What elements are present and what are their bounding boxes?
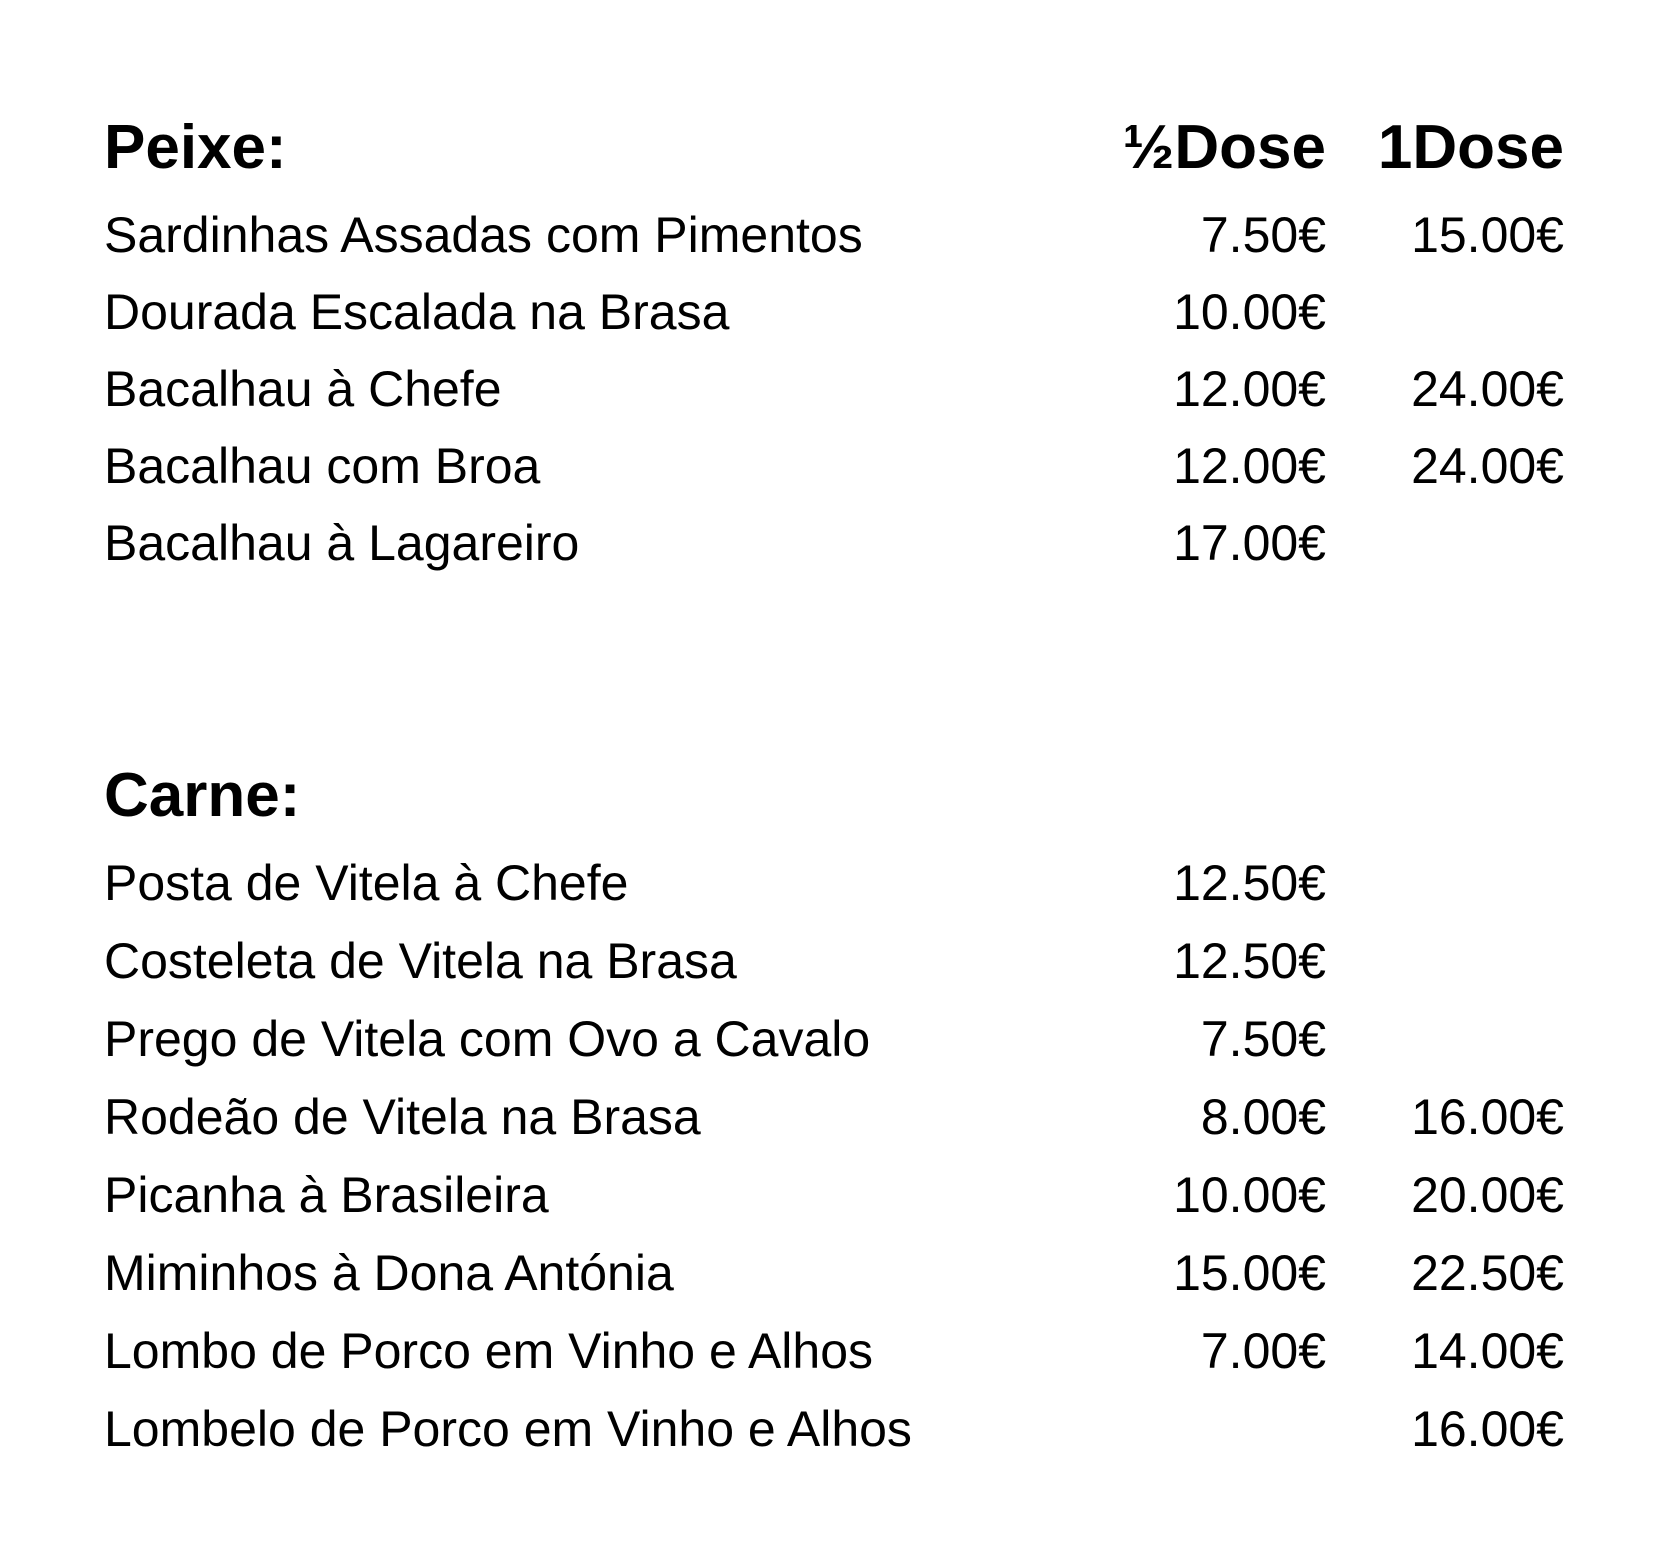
- half-dose-price: 12.00€: [1173, 438, 1326, 494]
- full-dose-price: 24.00€: [1411, 438, 1564, 494]
- full-dose-price: 15.00€: [1411, 207, 1564, 263]
- menu-item: [104, 272, 1564, 352]
- half-dose-price: 12.00€: [1173, 361, 1326, 417]
- full-dose-price: 14.00€: [1411, 1323, 1564, 1379]
- section-title: Peixe:: [104, 113, 287, 182]
- menu-item: [104, 1233, 1564, 1313]
- menu-item: [104, 999, 1564, 1079]
- dish-name: Miminhos à Dona Antónia: [104, 1245, 674, 1301]
- menu-item: [104, 1311, 1564, 1391]
- dish-name: Bacalhau com Broa: [104, 438, 541, 494]
- half-dose-price: 12.50€: [1173, 933, 1326, 989]
- half-dose-price: 17.00€: [1173, 515, 1326, 571]
- half-dose-price: 15.00€: [1173, 1245, 1326, 1301]
- menu-item: [104, 1389, 1564, 1469]
- full-dose-price: 20.00€: [1411, 1167, 1564, 1223]
- half-dose-price: 10.00€: [1173, 1167, 1326, 1223]
- full-dose-price: 22.50€: [1411, 1245, 1564, 1301]
- menu-item: [104, 1155, 1564, 1235]
- dish-name: Posta de Vitela à Chefe: [104, 855, 629, 911]
- menu-item: [104, 426, 1564, 506]
- section-header-carne: [104, 756, 1564, 836]
- half-dose-price: 7.50€: [1200, 1011, 1326, 1067]
- menu-item: [104, 503, 1564, 583]
- full-dose-price: 16.00€: [1411, 1401, 1564, 1457]
- menu-item: [104, 921, 1564, 1001]
- dish-name: Bacalhau à Chefe: [104, 361, 502, 417]
- half-dose-price: 10.00€: [1173, 284, 1326, 340]
- half-dose-price: 12.50€: [1173, 855, 1326, 911]
- dish-name: Prego de Vitela com Ovo a Cavalo: [104, 1011, 871, 1067]
- full-dose-price: 16.00€: [1411, 1089, 1564, 1145]
- menu-item: [104, 843, 1564, 923]
- section-header-peixe: [104, 108, 1564, 188]
- dish-name: Lombelo de Porco em Vinho e Alhos: [104, 1401, 912, 1457]
- full-dose-price: 24.00€: [1411, 361, 1564, 417]
- dish-name: Bacalhau à Lagareiro: [104, 515, 580, 571]
- full-dose-column-header: 1Dose: [1377, 113, 1564, 182]
- dish-name: Costeleta de Vitela na Brasa: [104, 933, 737, 989]
- half-dose-column-header: ½Dose: [1122, 113, 1326, 182]
- dish-name: Rodeão de Vitela na Brasa: [104, 1089, 701, 1145]
- dish-name: Dourada Escalada na Brasa: [104, 284, 730, 340]
- half-dose-price: 8.00€: [1200, 1089, 1326, 1145]
- half-dose-price: 7.00€: [1200, 1323, 1326, 1379]
- dish-name: Picanha à Brasileira: [104, 1167, 549, 1223]
- half-dose-price: 7.50€: [1200, 207, 1326, 263]
- menu-item: [104, 1077, 1564, 1157]
- section-title: Carne:: [104, 761, 301, 830]
- menu-item: [104, 349, 1564, 429]
- menu-item: [104, 195, 1564, 275]
- dish-name: Sardinhas Assadas com Pimentos: [104, 207, 863, 263]
- dish-name: Lombo de Porco em Vinho e Alhos: [104, 1323, 874, 1379]
